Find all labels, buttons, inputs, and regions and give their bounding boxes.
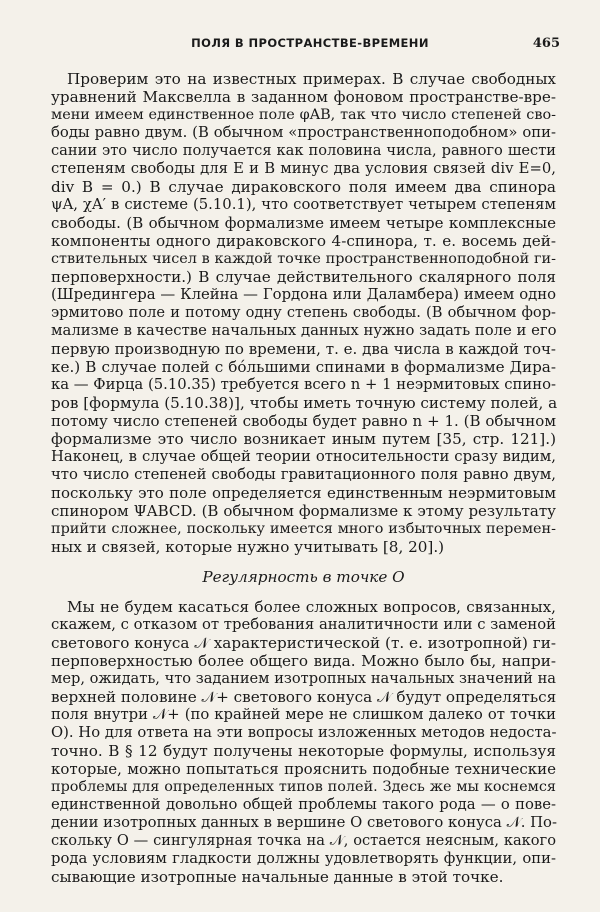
text-line: сании это число получается как половина числа, равного шести	[51, 142, 556, 159]
text-line: точно. В § 12 будут получены некоторые формулы, используя	[51, 742, 556, 760]
running-title: ПОЛЯ В ПРОСТРАНСТВЕ-ВРЕМЕНИ	[191, 36, 429, 50]
text-line: эрмитово поле и потому одну степень свободы. (В обычном фор-	[51, 304, 556, 321]
text-line: Наконец, в случае общей теории относительности сразу видим,	[51, 448, 556, 465]
text-line: уравнений Максвелла в заданном фоновом пространстве-вре-	[51, 88, 556, 106]
text-line: сывающие изотропные начальные данные в этой точке.	[51, 868, 504, 886]
text-line: скольку O — сингулярная точка на 𝒩, остается неясным, какого	[51, 832, 556, 849]
text-line: дении изотропных данных в вершине O светового конуса 𝒩. По-	[51, 814, 557, 831]
text-line: светового конуса 𝒩 характеристической (т. е. изотропной) ги-	[51, 634, 556, 652]
text-line: рода условиям гладкости должны удовлетворять функции, опи-	[51, 850, 556, 867]
text-line: первую производную по времени, т. е. два числа в каждой точ-	[51, 340, 556, 358]
text-line: свободы. (В обычном формализме имеем четыре комплексные	[51, 214, 556, 232]
text-line: ψA, χA′ в системе (5.10.1), что соответствует четырем степеням	[51, 196, 556, 213]
text-line: потому число степеней свободы будет равно n + 1. (В обычном	[51, 412, 556, 430]
text-line: единственной довольно общей проблемы такого рода — о пове-	[51, 796, 556, 813]
text-line: прийти сложнее, поскольку имеется много избыточных перемен-	[51, 521, 556, 537]
text-line: ных и связей, которые нужно учитывать [8, 20].)	[51, 538, 445, 556]
text-line: проблемы для определенных типов полей. Здесь же мы коснемся	[51, 779, 556, 795]
text-line: поскольку это поле определяется единственным неэрмитовым	[51, 484, 556, 502]
page-header	[60, 36, 560, 54]
text-line: боды равно двум. (В обычном «пространственноподобном» опи-	[51, 124, 556, 141]
text-line: ка — Фирца (5.10.35) требуется всего n + 1 неэрмитовых спино-	[51, 376, 556, 393]
page-number: 465	[532, 36, 560, 51]
text-line: мализме в качестве начальных данных нужно задать поле и его	[51, 322, 557, 339]
text-line: Мы не будем касаться более сложных вопросов, связанных,	[67, 598, 556, 616]
text-line: ке.) В случае полей с бóльшими спинами в формализме Дира-	[51, 358, 556, 376]
text-line: которые, можно попытаться прояснить подобные технические	[51, 760, 556, 778]
text-line: спинором ΨABCD. (В обычном формализме к этому результату	[51, 502, 556, 520]
text-line: поля внутри 𝒩+ (по крайней мере не слишком далеко от точки	[51, 706, 556, 723]
text-line: (Шредингера — Клейна — Гордона или Даламбера) имеем одно	[51, 286, 556, 303]
section-heading: Регулярность в точке O	[202, 568, 405, 586]
text-line: мени имеем единственное поле φAB, так что число степеней сво-	[51, 107, 556, 123]
text-line: перповерхности.) В случае действительного скалярного поля	[51, 268, 556, 286]
text-line: ров [формула (5.10.38)], чтобы иметь точную систему полей, а	[51, 394, 558, 412]
text-line: степеням свободы для E и B минус два условия связей div E=0,	[51, 160, 556, 177]
text-line: что число степеней свободы гравитационного поля равно двум,	[51, 466, 556, 483]
text-line: компоненты одного дираковского 4-спинора, т. е. восемь дей-	[51, 232, 556, 250]
text-line: div B = 0.) В случае дираковского поля имеем два спинора	[51, 178, 556, 196]
text-line: скажем, с отказом от требования аналитичности или с заменой	[51, 616, 556, 633]
text-line: формализме это число возникает иным путем [35, стр. 121].)	[51, 430, 556, 448]
text-line: перповерхностью более общего вида. Можно было бы, напри-	[51, 652, 556, 670]
text-line: мер, ожидать, что заданием изотропных начальных значений на	[51, 670, 556, 687]
text-line: Проверим это на известных примерах. В случае свободных	[67, 70, 556, 88]
text-line: O). Но для ответа на эти вопросы изложенных методов недоста-	[51, 724, 557, 741]
text-line: верхней половине 𝒩+ светового конуса 𝒩 будут определяться	[51, 688, 557, 706]
text-line: ствительных чисел в каждой точке пространственноподобной ги-	[51, 251, 556, 267]
